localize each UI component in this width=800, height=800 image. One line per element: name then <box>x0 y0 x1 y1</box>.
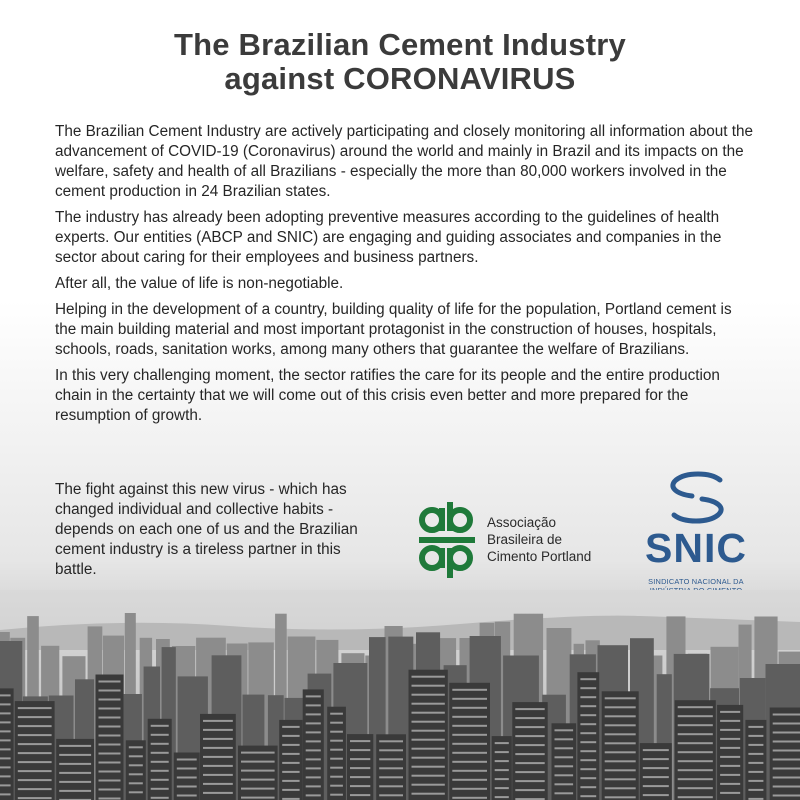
building-window-row <box>379 785 403 787</box>
paragraph-3: After all, the value of life is non-negotiable. <box>55 275 344 292</box>
building-window-row <box>18 716 52 718</box>
building-window-row <box>0 775 11 777</box>
building-window-row <box>177 795 197 797</box>
skyline-building <box>15 701 55 800</box>
building-window-row <box>151 779 169 781</box>
building-window-row <box>555 783 574 785</box>
building-window-row <box>0 784 11 786</box>
skyline-building <box>640 743 672 800</box>
building-window-row <box>580 705 596 707</box>
building-window-row <box>350 794 370 796</box>
building-window-row <box>773 777 800 779</box>
building-window-row <box>350 740 370 742</box>
building-window-row <box>515 789 544 791</box>
building-window-row <box>99 726 121 728</box>
building-window-row <box>282 762 299 764</box>
building-window-row <box>773 732 800 734</box>
paragraph-4: Helping in the development of a country, building quality of life for the population, Portland cement is the main building material and most important protagonist in the construction of houses, hospitals, schools, roads, sanitation works, among many others that guarantee the welfare of Brazilians. <box>55 301 732 358</box>
building-window-row <box>177 777 197 779</box>
building-window-row <box>555 729 574 731</box>
abcp-name <box>487 514 591 565</box>
building-window-row <box>151 752 169 754</box>
skyline-building <box>376 734 406 800</box>
building-window-row <box>203 729 233 731</box>
building-window-row <box>495 778 509 780</box>
building-window-row <box>99 735 121 737</box>
building-window-row <box>203 783 233 785</box>
building-window-row <box>605 733 636 735</box>
building-window-row <box>495 760 509 762</box>
building-window-row <box>720 729 740 731</box>
building-window-row <box>580 741 596 743</box>
building-window-row <box>18 788 52 790</box>
building-window-row <box>306 695 321 697</box>
building-window-row <box>580 786 596 788</box>
building-window-row <box>515 780 544 782</box>
building-window-row <box>495 751 509 753</box>
building-window-row <box>99 744 121 746</box>
building-window-row <box>605 796 636 798</box>
building-window-row <box>0 712 11 714</box>
building-window-row <box>59 772 91 774</box>
building-window-row <box>350 767 370 769</box>
building-window-row <box>580 750 596 752</box>
title-line-2: against CORONAVIRUS <box>224 61 576 96</box>
building-window-row <box>555 765 574 767</box>
building-window-row <box>282 789 299 791</box>
building-window-row <box>412 721 445 723</box>
building-window-row <box>0 757 11 759</box>
building-window-row <box>643 785 669 787</box>
snic-s-wave-icon <box>662 470 732 525</box>
building-window-row <box>330 731 343 733</box>
building-window-row <box>412 676 445 678</box>
building-window-row <box>773 795 800 797</box>
building-window-row <box>580 795 596 797</box>
building-window-row <box>306 794 321 796</box>
abcp-line-2: Brasileira de <box>487 532 563 547</box>
building-window-row <box>515 753 544 755</box>
building-window-row <box>18 770 52 772</box>
building-window-row <box>350 758 370 760</box>
building-window-row <box>306 731 321 733</box>
building-window-row <box>412 739 445 741</box>
building-window-row <box>0 766 11 768</box>
building-window-row <box>452 779 487 781</box>
building-window-row <box>515 726 544 728</box>
building-window-row <box>282 771 299 773</box>
building-window-row <box>773 750 800 752</box>
building-window-row <box>580 768 596 770</box>
building-window-row <box>580 732 596 734</box>
building-window-row <box>151 770 169 772</box>
building-window-row <box>203 747 233 749</box>
building-window-row <box>0 703 11 705</box>
building-window-row <box>452 761 487 763</box>
building-window-row <box>129 782 143 784</box>
building-window-row <box>306 749 321 751</box>
building-window-row <box>177 786 197 788</box>
building-window-row <box>452 689 487 691</box>
building-window-row <box>282 726 299 728</box>
building-window-row <box>720 711 740 713</box>
building-window-row <box>203 765 233 767</box>
building-window-row <box>748 726 763 728</box>
building-window-row <box>330 722 343 724</box>
building-window-row <box>129 746 143 748</box>
title-line-1: The Brazilian Cement Industry <box>174 27 626 62</box>
building-window-row <box>678 751 713 753</box>
building-window-row <box>515 762 544 764</box>
building-window-row <box>643 749 669 751</box>
building-window-row <box>605 751 636 753</box>
building-window-row <box>379 767 403 769</box>
building-window-row <box>678 733 713 735</box>
building-window-row <box>330 776 343 778</box>
building-window-row <box>748 780 763 782</box>
building-window-row <box>412 703 445 705</box>
building-window-row <box>99 762 121 764</box>
building-window-row <box>495 742 509 744</box>
building-window-row <box>99 681 121 683</box>
building-window-row <box>605 706 636 708</box>
building-window-row <box>678 742 713 744</box>
building-window-row <box>99 699 121 701</box>
skyline-building <box>577 672 599 800</box>
building-window-row <box>678 769 713 771</box>
building-window-row <box>678 724 713 726</box>
building-window-row <box>129 764 143 766</box>
building-window-row <box>773 759 800 761</box>
building-window-row <box>495 787 509 789</box>
building-window-row <box>515 708 544 710</box>
building-window-row <box>379 758 403 760</box>
building-window-row <box>59 754 91 756</box>
building-window-row <box>773 768 800 770</box>
building-window-row <box>515 771 544 773</box>
building-window-row <box>720 756 740 758</box>
building-window-row <box>203 738 233 740</box>
building-window-row <box>720 738 740 740</box>
building-window-row <box>412 730 445 732</box>
building-window-row <box>59 745 91 747</box>
building-window-row <box>59 763 91 765</box>
building-window-row <box>59 790 91 792</box>
building-window-row <box>678 715 713 717</box>
building-window-row <box>330 713 343 715</box>
building-window-row <box>282 753 299 755</box>
building-window-row <box>203 756 233 758</box>
building-window-row <box>452 797 487 799</box>
building-window-row <box>306 740 321 742</box>
building-window-row <box>580 678 596 680</box>
abcp-logo <box>415 500 625 580</box>
building-window-row <box>129 791 143 793</box>
building-window-row <box>99 708 121 710</box>
paragraph-2: The industry has already been adopting preventive measures according to the guidelines of health experts. Our entities (ABCP and SNIC) are engaging and guiding associates and companies in the sector about caring for their employees and business partners. <box>55 209 722 266</box>
building-window-row <box>412 775 445 777</box>
building-window-row <box>720 747 740 749</box>
building-window-row <box>555 774 574 776</box>
building-window-row <box>515 735 544 737</box>
skyline-building <box>347 734 373 800</box>
building-window-row <box>643 758 669 760</box>
body-text <box>55 122 755 432</box>
abcp-monogram-icon <box>415 500 479 580</box>
building-window-row <box>379 749 403 751</box>
building-window-row <box>203 720 233 722</box>
building-window-row <box>151 725 169 727</box>
building-window-row <box>306 785 321 787</box>
building-window-row <box>151 788 169 790</box>
building-window-row <box>177 768 197 770</box>
building-window-row <box>452 788 487 790</box>
snic-logo <box>640 470 770 600</box>
building-window-row <box>0 730 11 732</box>
building-window-row <box>151 734 169 736</box>
building-window-row <box>18 725 52 727</box>
building-window-row <box>748 771 763 773</box>
building-window-row <box>720 783 740 785</box>
building-window-row <box>555 747 574 749</box>
page-title <box>0 28 800 96</box>
skyline-building <box>745 720 766 800</box>
building-window-row <box>678 787 713 789</box>
skyline-building <box>126 740 146 800</box>
building-window-row <box>643 794 669 796</box>
building-window-row <box>151 797 169 799</box>
skyline-building <box>552 723 577 800</box>
building-window-row <box>452 698 487 700</box>
building-window-row <box>241 761 275 763</box>
building-window-row <box>203 774 233 776</box>
building-window-row <box>580 777 596 779</box>
building-window-row <box>18 761 52 763</box>
building-window-row <box>748 753 763 755</box>
building-window-row <box>0 793 11 795</box>
building-window-row <box>241 752 275 754</box>
building-window-row <box>129 773 143 775</box>
building-window-row <box>412 694 445 696</box>
building-window-row <box>241 788 275 790</box>
building-window-row <box>720 765 740 767</box>
building-window-row <box>0 748 11 750</box>
building-window-row <box>452 716 487 718</box>
building-window-row <box>129 755 143 757</box>
building-window-row <box>678 778 713 780</box>
snic-name: SNIC <box>645 525 747 571</box>
building-window-row <box>379 740 403 742</box>
building-window-row <box>306 704 321 706</box>
building-window-row <box>605 778 636 780</box>
building-window-row <box>282 744 299 746</box>
building-window-row <box>773 786 800 788</box>
building-window-row <box>0 694 11 696</box>
building-window-row <box>678 796 713 798</box>
building-window-row <box>151 743 169 745</box>
building-window-row <box>203 792 233 794</box>
building-window-row <box>452 770 487 772</box>
building-window-row <box>580 696 596 698</box>
skyline-building <box>717 705 743 800</box>
building-window-row <box>720 792 740 794</box>
skyline-building <box>238 746 278 800</box>
building-window-row <box>555 738 574 740</box>
building-window-row <box>330 740 343 742</box>
building-window-row <box>306 722 321 724</box>
building-window-row <box>605 742 636 744</box>
skyline-building <box>279 720 302 800</box>
building-window-row <box>452 743 487 745</box>
building-window-row <box>643 776 669 778</box>
building-window-row <box>99 717 121 719</box>
building-window-row <box>306 713 321 715</box>
building-window-row <box>452 725 487 727</box>
building-window-row <box>773 741 800 743</box>
building-window-row <box>605 724 636 726</box>
building-window-row <box>412 766 445 768</box>
building-window-row <box>18 707 52 709</box>
building-window-row <box>452 707 487 709</box>
building-window-row <box>773 714 800 716</box>
building-window-row <box>99 753 121 755</box>
building-window-row <box>18 743 52 745</box>
building-window-row <box>748 735 763 737</box>
building-window-row <box>18 797 52 799</box>
building-window-row <box>99 780 121 782</box>
building-window-row <box>412 748 445 750</box>
building-window-row <box>330 749 343 751</box>
building-window-row <box>330 794 343 796</box>
skyline-building <box>512 702 547 800</box>
building-window-row <box>99 690 121 692</box>
building-window-row <box>177 759 197 761</box>
building-window-row <box>99 798 121 800</box>
building-window-row <box>605 769 636 771</box>
building-window-row <box>678 706 713 708</box>
snic-subtitle-line-1: SINDICATO NACIONAL DA <box>648 577 744 586</box>
building-window-row <box>241 770 275 772</box>
building-window-row <box>282 735 299 737</box>
building-window-row <box>306 776 321 778</box>
building-window-row <box>580 759 596 761</box>
building-window-row <box>18 779 52 781</box>
building-window-row <box>773 723 800 725</box>
building-window-row <box>580 687 596 689</box>
building-window-row <box>99 789 121 791</box>
building-window-row <box>330 767 343 769</box>
building-window-row <box>580 714 596 716</box>
building-window-row <box>330 785 343 787</box>
building-window-row <box>605 715 636 717</box>
building-window-row <box>720 774 740 776</box>
building-window-row <box>412 712 445 714</box>
building-window-row <box>555 792 574 794</box>
building-window-row <box>748 789 763 791</box>
paragraph-1: The Brazilian Cement Industry are actively participating and closely monitoring all information about the advancement of COVID-19 (Coronavirus) around the world and mainly in Brazil and its impacts on the welfare, safety and health of all Brazilians - especially the more than 80,000 workers involved in the cement production in 24 Brazilian states. <box>55 123 754 200</box>
building-window-row <box>515 744 544 746</box>
building-window-row <box>18 734 52 736</box>
building-window-row <box>678 760 713 762</box>
building-window-row <box>720 720 740 722</box>
abcp-line-1: Associação <box>487 515 557 530</box>
building-window-row <box>605 697 636 699</box>
building-window-row <box>282 780 299 782</box>
building-window-row <box>151 761 169 763</box>
building-window-row <box>306 767 321 769</box>
building-window-row <box>495 796 509 798</box>
paragraph-5: In this very challenging moment, the sector ratifies the care for its people and the entire production chain in the certainty that we will come out of this crisis even better and more prepared for the resumption of growth. <box>55 367 720 424</box>
building-window-row <box>452 734 487 736</box>
building-window-row <box>412 685 445 687</box>
abcp-line-3: Cimento Portland <box>487 549 592 564</box>
building-window-row <box>580 723 596 725</box>
building-window-row <box>379 794 403 796</box>
building-window-row <box>643 767 669 769</box>
building-window-row <box>379 776 403 778</box>
building-window-row <box>748 744 763 746</box>
skyline-building <box>409 670 448 800</box>
building-window-row <box>350 785 370 787</box>
city-skyline-image <box>0 590 800 800</box>
building-window-row <box>452 752 487 754</box>
building-window-row <box>0 739 11 741</box>
skyline-building <box>449 683 490 800</box>
building-window-row <box>515 717 544 719</box>
building-window-row <box>306 758 321 760</box>
building-window-row <box>330 758 343 760</box>
building-window-row <box>555 756 574 758</box>
building-window-row <box>241 797 275 799</box>
building-window-row <box>412 793 445 795</box>
building-window-row <box>18 752 52 754</box>
skyline-building <box>492 736 512 800</box>
building-window-row <box>350 776 370 778</box>
building-window-row <box>495 769 509 771</box>
skyline-building <box>675 700 716 800</box>
building-window-row <box>350 749 370 751</box>
building-window-row <box>59 781 91 783</box>
closing-paragraph: The fight against this new virus - which has changed individual and collective habits - depends on each one of us and the Brazilian cement industry is a tireless partner in this battle. <box>55 481 358 578</box>
building-window-row <box>0 721 11 723</box>
building-window-row <box>748 762 763 764</box>
building-window-row <box>412 757 445 759</box>
building-window-row <box>412 784 445 786</box>
building-window-row <box>605 787 636 789</box>
building-window-row <box>605 760 636 762</box>
building-window-row <box>241 779 275 781</box>
building-window-row <box>99 771 121 773</box>
